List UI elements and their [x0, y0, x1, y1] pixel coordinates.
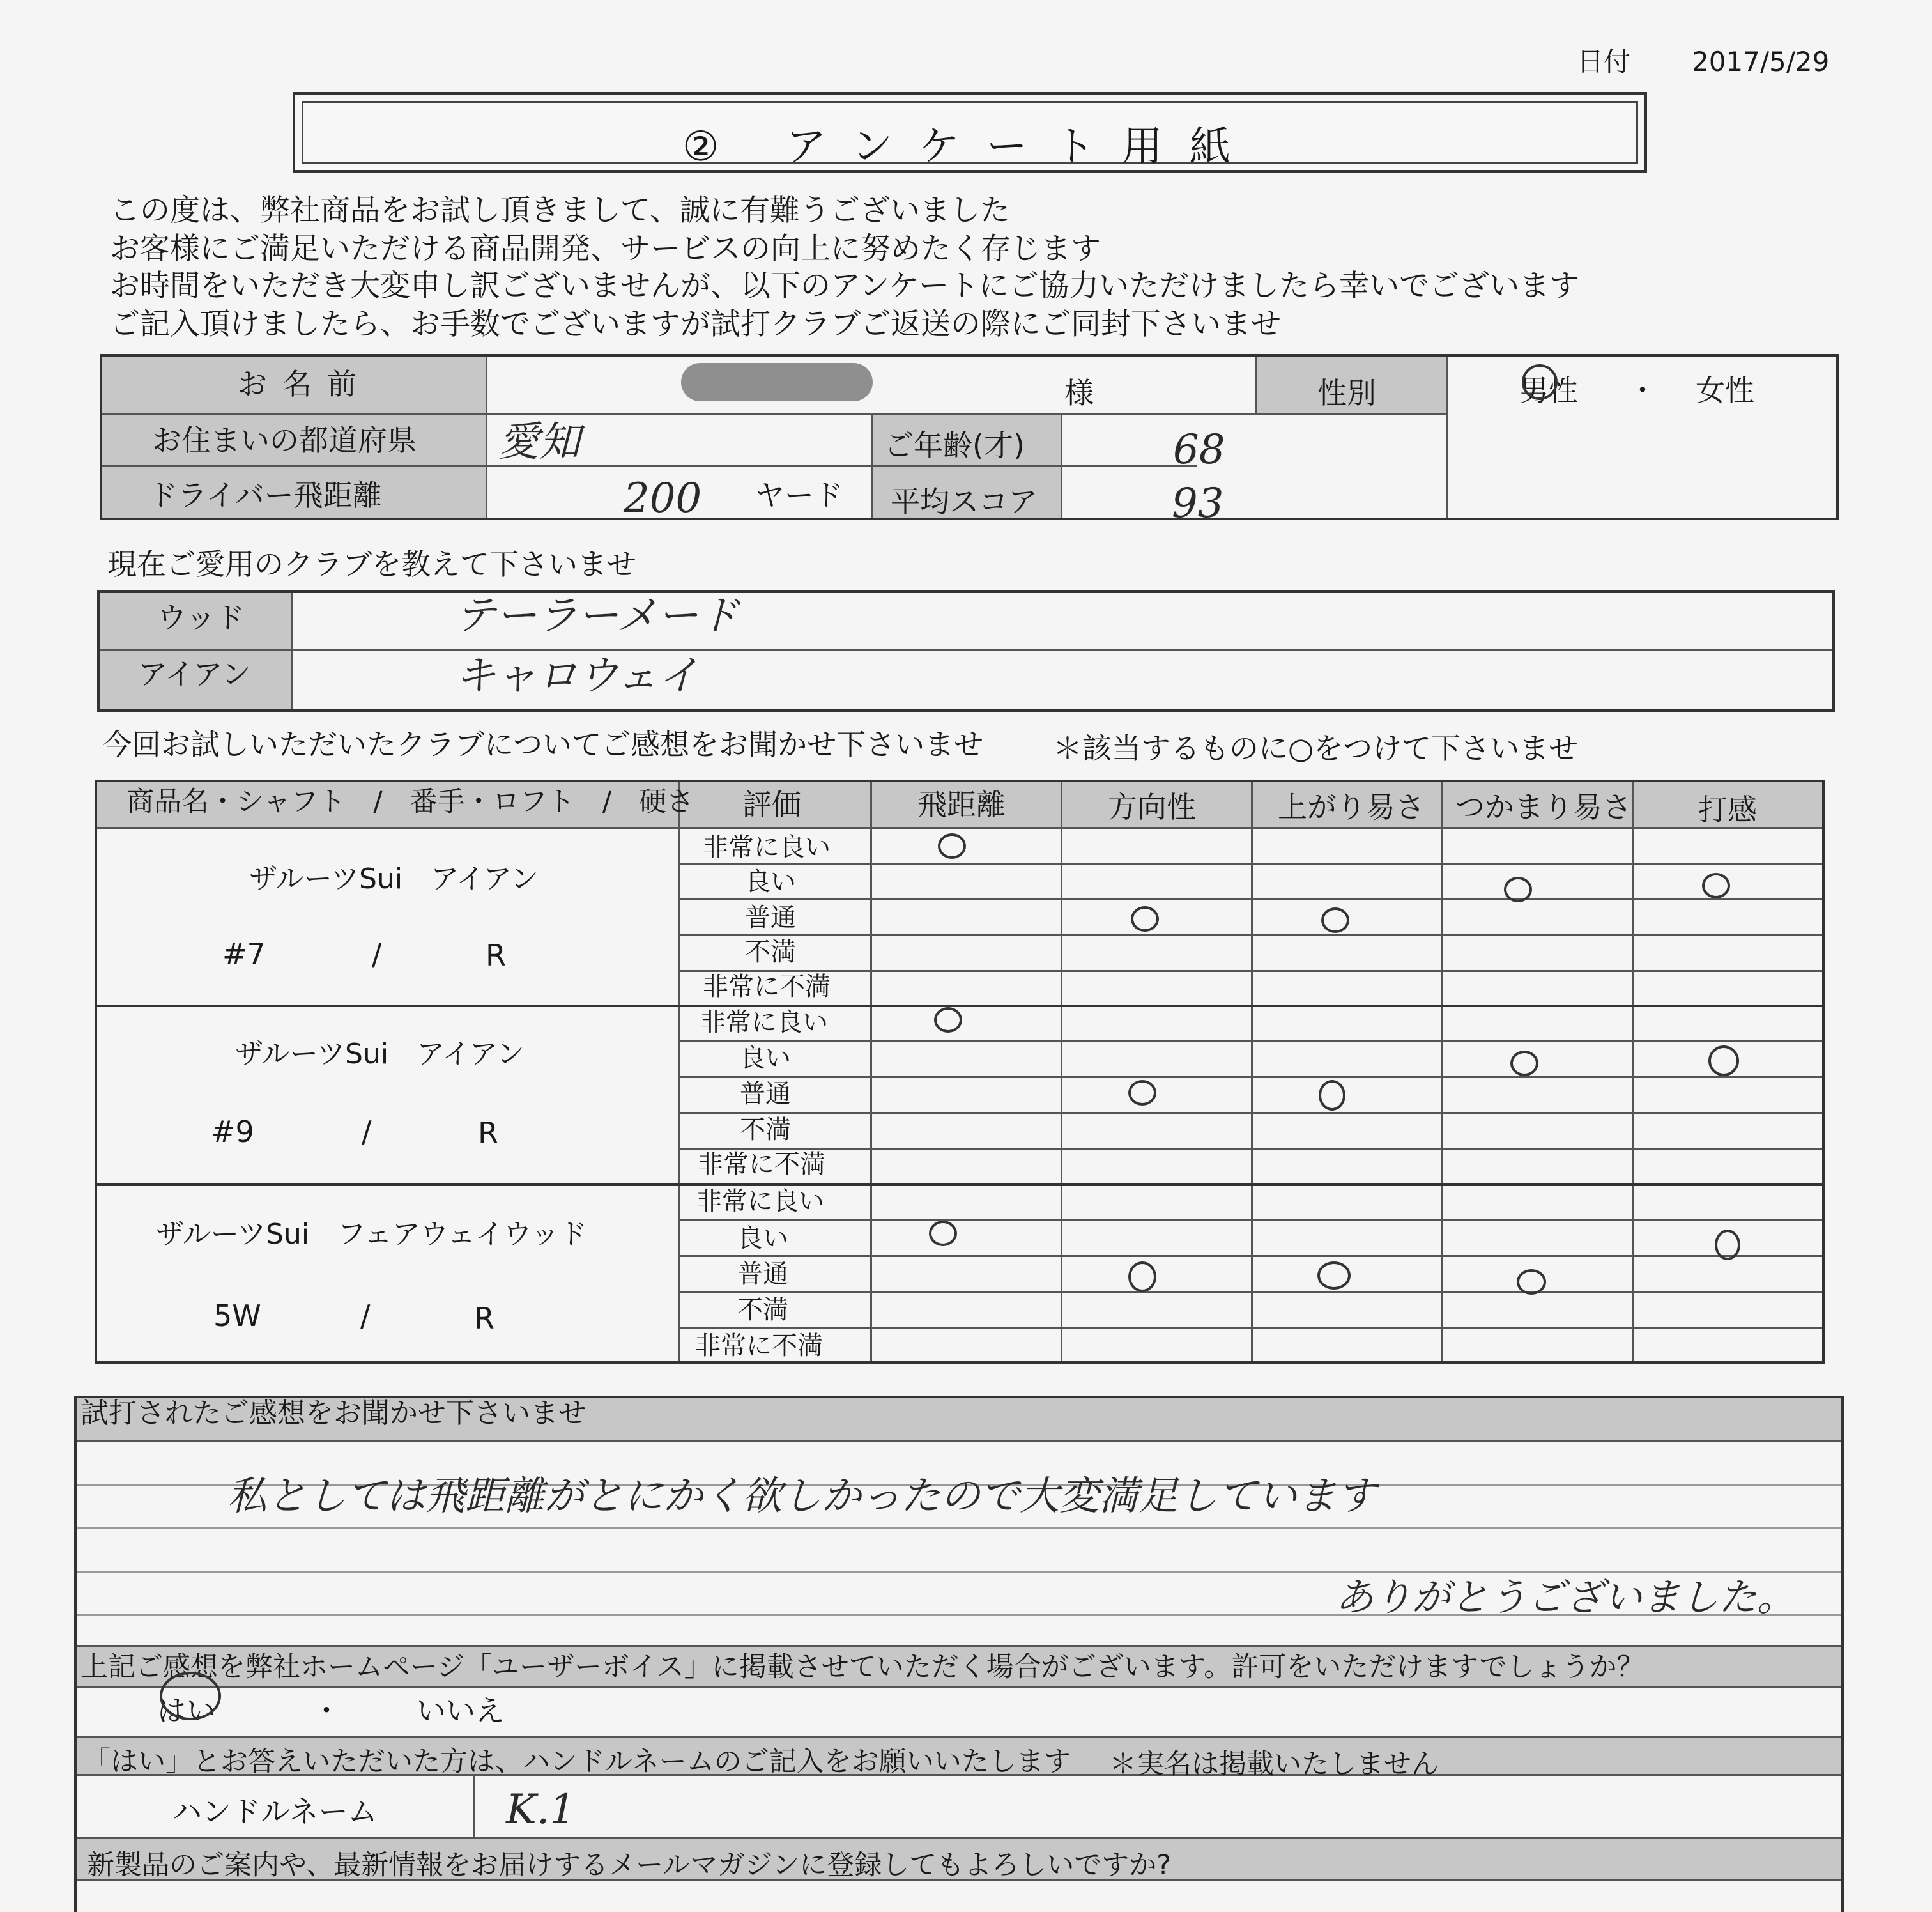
- newsletter-question: 新製品のご案内や、最新情報をお届けするメールマガジンに登録してもよろしいですか?: [87, 1849, 1172, 1881]
- criterion-direction: 方向性: [1108, 790, 1196, 824]
- p3-grip-circle[interactable]: [1517, 1269, 1546, 1295]
- driver-value: 200: [624, 475, 702, 522]
- comments-line-2: ありがとうございました。: [1335, 1575, 1795, 1620]
- date-value: 2017/5/29: [1692, 46, 1830, 77]
- trial-note: ＊該当するものに○をつけて下さいませ: [1053, 731, 1579, 766]
- clubs-table: [97, 590, 1835, 712]
- name-label: お名前: [238, 367, 372, 401]
- intro-line-1: この度は、弊社商品をお試し頂きまして、誠に有難うございました: [110, 193, 1011, 228]
- product-3-name: ザルーツSui フェアウェイウッド: [156, 1218, 588, 1251]
- product-1-flex: R: [486, 938, 506, 973]
- wood-value: テーラーメード: [455, 592, 739, 640]
- pref-label: お住まいの都道府県: [152, 423, 417, 458]
- p1-launch-circle[interactable]: [1321, 907, 1349, 933]
- p3-feel-circle[interactable]: [1715, 1230, 1740, 1260]
- p2-feel-circle[interactable]: [1708, 1045, 1739, 1076]
- intro-line-3: お時間をいただき大変申し訳ございませんが、以下のアンケートにご協力いただけましたら幸いでございます: [110, 268, 1580, 304]
- p2-rating-1: 非常に良い: [700, 1008, 828, 1037]
- permission-question: 上記ご感想を弊社ホームページ「ユーザーボイス」に掲載させていただく場合がございます。許可をいただけますでしょうか？: [80, 1651, 1644, 1683]
- p2-grip-circle[interactable]: [1510, 1051, 1538, 1076]
- p2-rating-2: 良い: [740, 1044, 791, 1073]
- date-label: 日付: [1577, 46, 1631, 77]
- product-2-name: ザルーツSui アイアン: [235, 1038, 525, 1070]
- criterion-feel: 打感: [1698, 792, 1757, 827]
- age-value: 68: [1173, 426, 1225, 474]
- handle-note: ＊実名は掲載いたしません: [1109, 1748, 1439, 1780]
- p1-rating-5: 非常に不満: [703, 972, 831, 1001]
- p2-rating-4: 不満: [740, 1115, 791, 1145]
- permission-no[interactable]: いいえ: [417, 1693, 505, 1728]
- comments-line-1: 私としては飛距離がとにかく欲しかったので大変満足しています: [227, 1472, 1377, 1519]
- product-1-number: #7: [222, 937, 266, 971]
- permission-sep: ・: [312, 1693, 341, 1728]
- title-box: [293, 92, 1647, 173]
- permission-yes[interactable]: はい: [157, 1693, 216, 1728]
- p3-rating-4: 不満: [737, 1295, 788, 1325]
- p3-rating-1: 非常に良い: [696, 1187, 824, 1216]
- product-1-slash: /: [372, 937, 382, 971]
- iron-value: キャロウェイ: [455, 652, 699, 700]
- gender-sep: ・: [1628, 373, 1657, 408]
- gender-male[interactable]: 男性: [1519, 373, 1578, 408]
- p1-rating-2: 良い: [745, 867, 796, 897]
- p3-launch-circle[interactable]: [1317, 1261, 1351, 1290]
- handle-instruction: 「はい」とお答えいただいた方は、ハンドルネームのご記入をお願いいたします: [83, 1746, 1071, 1778]
- iron-label: アイアン: [138, 657, 251, 691]
- p2-rating-5: 非常に不満: [698, 1150, 825, 1179]
- p3-rating-3: 普通: [737, 1260, 788, 1289]
- p2-distance-circle[interactable]: [934, 1007, 962, 1033]
- p1-grip-circle[interactable]: [1504, 877, 1532, 902]
- product-2-slash: /: [362, 1114, 372, 1149]
- trial-head-eval: 評価: [742, 787, 801, 822]
- wood-label: ウッド: [157, 601, 245, 635]
- trial-heading: 今回お試しいただいたクラブについてご感想をお聞かせ下さいませ: [102, 727, 984, 762]
- age-label: ご年齢(才): [884, 428, 1025, 463]
- p2-launch-circle[interactable]: [1319, 1080, 1346, 1111]
- permission-yes-circle: [160, 1672, 221, 1720]
- p2-direction-circle[interactable]: [1128, 1080, 1156, 1106]
- gender-label: 性別: [1317, 376, 1376, 410]
- score-value: 93: [1172, 480, 1224, 527]
- redacted-name: [681, 363, 873, 401]
- intro-line-2: お客様にご満足いただける商品開発、サービスの向上に努めたく存じます: [110, 231, 1101, 266]
- product-3-flex: R: [474, 1301, 494, 1336]
- p1-feel-circle[interactable]: [1702, 873, 1730, 898]
- product-3-number: 5W: [213, 1299, 261, 1333]
- p1-direction-circle[interactable]: [1131, 906, 1159, 932]
- p1-rating-4: 不満: [745, 937, 796, 967]
- score-label: 平均スコア: [891, 484, 1038, 519]
- driver-unit: ヤード: [755, 478, 843, 513]
- p3-rating-2: 良い: [737, 1224, 788, 1253]
- criterion-launch: 上がり易さ: [1278, 790, 1425, 824]
- product-2-number: #9: [211, 1114, 254, 1149]
- p1-distance-circle[interactable]: [938, 833, 966, 859]
- p1-rating-1: 非常に良い: [703, 833, 831, 862]
- honorific: 様: [1064, 376, 1094, 410]
- trial-head-product: 商品名・シャフト / 番手・ロフト / 硬さ: [126, 786, 694, 818]
- p3-rating-5: 非常に不満: [695, 1331, 823, 1361]
- product-1-name: ザルーツSui アイアン: [249, 863, 539, 895]
- p1-rating-3: 普通: [745, 903, 796, 932]
- pref-value: 愛知: [498, 419, 580, 466]
- clubs-heading: 現在ご愛用のクラブを教えて下さいませ: [107, 547, 636, 582]
- driver-label: ドライバー飛距離: [148, 478, 382, 513]
- handle-value[interactable]: K.1: [506, 1786, 576, 1833]
- intro-line-4: ご記入頂けましたら、お手数でございますが試打クラブご返送の際にご同封下さいませ: [110, 307, 1281, 342]
- product-3-slash: /: [360, 1299, 371, 1333]
- handle-label: ハンドルネーム: [172, 1794, 378, 1829]
- p2-rating-3: 普通: [740, 1079, 791, 1109]
- p3-direction-circle[interactable]: [1128, 1261, 1156, 1292]
- criterion-distance: 飛距離: [917, 787, 1006, 822]
- form-title: ② アンケート用紙: [682, 123, 1257, 171]
- comments-heading: 試打されたご感想をお聞かせ下さいませ: [80, 1397, 586, 1430]
- gender-female[interactable]: 女性: [1696, 373, 1754, 408]
- gender-male-circle: [1522, 364, 1558, 400]
- criterion-grip: つかまり易さ: [1455, 790, 1632, 824]
- p3-distance-circle[interactable]: [929, 1221, 957, 1246]
- product-2-flex: R: [478, 1116, 498, 1150]
